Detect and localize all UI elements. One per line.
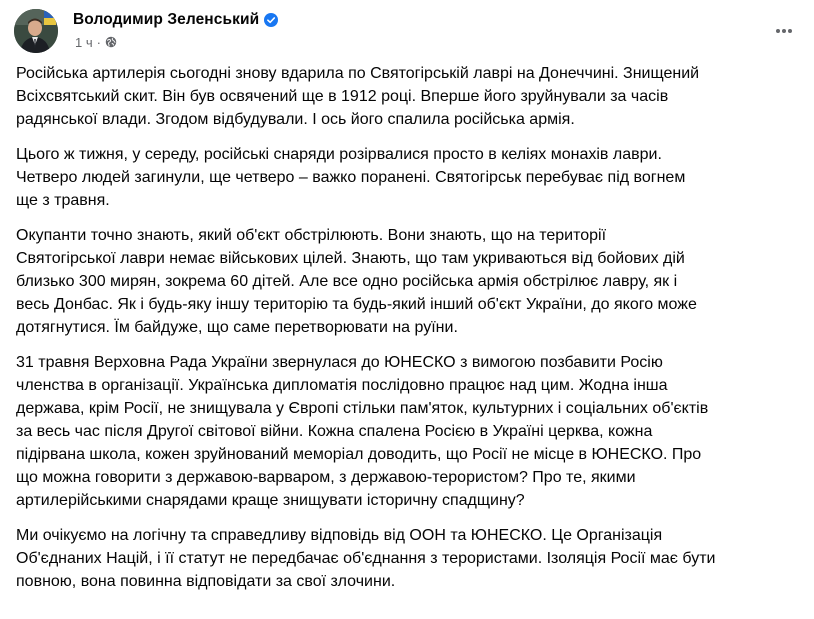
post-time[interactable]: 1 ч — [75, 34, 93, 50]
post-paragraph-5: Ми очікуємо на логічну та справедливу відповідь від ООН та ЮНЕСКО. Це Організація Об'єднаних Націй, і її статут не передбачає об'єднання з терористами. Ізоляція Росії має бути повною, вона повинна відповідати за свої злочини. — [16, 527, 716, 590]
more-horizontal-icon — [774, 21, 794, 41]
meta-separator: · — [96, 34, 101, 50]
post-paragraph-2: Цього ж тижня, у середу, російські снаряди розірвалися просто в келіях монахів лаври. Четверо людей загинули, ще четверо – важко поранені. Святогірськ перебуває під вогнем ще з травня. — [16, 146, 686, 209]
globe-icon[interactable] — [105, 36, 117, 48]
verified-badge-icon — [264, 13, 278, 27]
author-name-row — [73, 9, 278, 31]
post-header — [12, 7, 802, 55]
author-avatar[interactable] — [14, 9, 58, 53]
post-options-button[interactable] — [766, 13, 802, 49]
post-paragraph-4: 31 травня Верховна Рада України звернулася до ЮНЕСКО з вимогою позбавити Росію членства в організації. Українська дипломатія послідовно працює над цим. Жодна інша держава, крім Росії, не знищувала у Європі стільки пам'яток, культурних і соціальних об'єктів за весь час після Другої світової війни. Кожна спалена Росією в Україні церква, кожна підірвана школа, кожен зруйнований меморіал доводить, що Росії не місце в ЮНЕСКО. Про що можна говорити з державою-варваром, з державою-терористом? Про те, якими артилерійськими снарядами краще знищувати історичну спадщину? — [16, 354, 709, 509]
author-name[interactable]: Володимир Зеленський — [73, 11, 260, 28]
post-paragraph-1: Російська артилерія сьогодні знову вдарила по Святогірській лаврі на Донеччині. Знищений Всіхсвятський скит. Він був освячений ще в 1912 році. Вперше його зруйнували за часів радянської влади. Згодом відбудували. І ось його спалила російська армія. — [16, 65, 700, 128]
post-meta — [75, 33, 117, 51]
profile-avatar-icon — [14, 9, 58, 53]
post-body — [16, 62, 806, 605]
post-paragraph-3: Окупанти точно знають, який об'єкт обстрілюють. Вони знають, що на території Святогірської лаври немає військових цілей. Знають, що там укриваються від бойових дій близько 300 мирян, зокрема 60 дітей. Але все одно російська армія обстрілює лавру, як і весь Донбас. Як і будь-яку іншу територію та будь-який інший об'єкт України, до якого може дотягнутися. Їм байдуже, що саме перетворювати на руїни. — [16, 227, 697, 336]
